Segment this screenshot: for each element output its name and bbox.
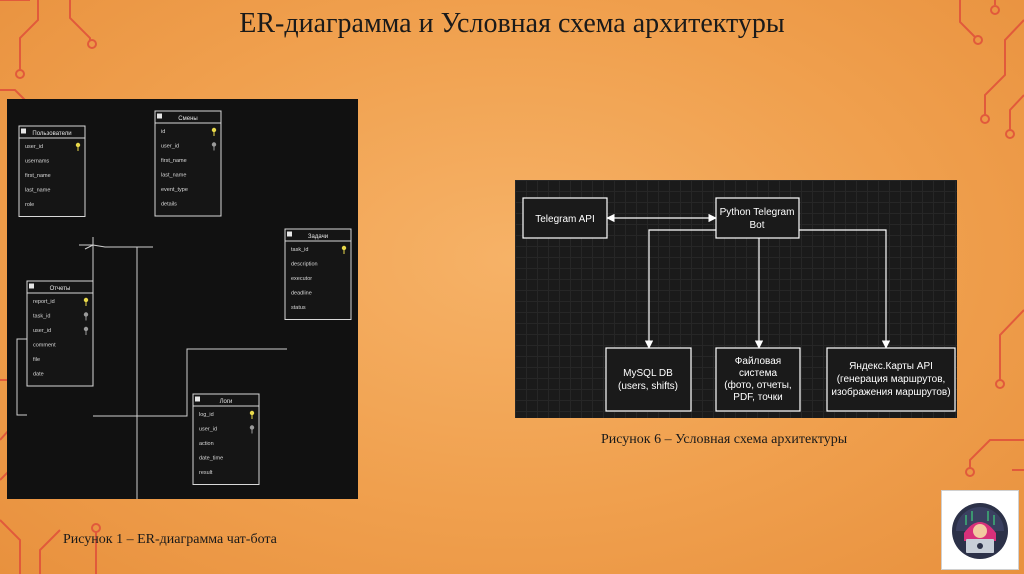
er-field: executor [291,276,313,282]
node-label: PDF, точки [733,392,783,403]
er-field: log_id [199,412,214,418]
table-icon [29,284,34,289]
node-mysql-db [606,348,691,411]
er-field: first_name [25,173,51,179]
er-field: date_time [199,455,224,462]
er-table [155,111,221,216]
er-table [27,281,93,386]
node-label: (генерация маршрутов, [836,374,946,385]
er-field: user_id [25,144,44,150]
logo [941,490,1019,570]
er-table [19,126,85,217]
er-table [285,229,351,320]
er-table-name: Отчеты [49,286,71,292]
node-label: изображения маршрутов) [831,387,951,398]
er-table-name: Задачи [307,234,329,240]
table-icon [157,114,162,119]
er-diagram [7,99,358,499]
foreign-key-icon [84,312,88,316]
architecture-diagram [515,180,957,418]
primary-key-icon [212,128,216,132]
er-field: file [33,357,41,363]
primary-key-icon [250,411,254,415]
foreign-key-icon [84,327,88,331]
er-table-name: Смены [178,116,198,122]
er-field: report_id [33,299,55,305]
node-label: Bot [749,220,765,231]
node-label: (фото, отчеты, [724,380,792,391]
er-field: event_type [161,187,188,193]
er-table [193,394,259,485]
edge-bot-maps [798,230,886,348]
er-field: status [291,305,306,311]
er-field: user_id [161,143,180,150]
table-icon [21,129,26,134]
er-field: usernams [25,158,50,165]
table-icon [287,232,292,237]
er-field: first_name [161,158,187,164]
er-field: task_id [291,247,309,253]
er-field: last_name [25,187,51,194]
primary-key-icon [84,298,88,302]
slide-title: ER-диаграмма и Условная схема архитектуры [239,8,785,39]
er-field: task_id [33,313,51,320]
er-table-name: Логи [219,399,233,405]
node-label: MySQL DB [623,368,673,379]
hacker-avatar-icon [942,491,1018,569]
er-field: role [25,202,35,208]
er-table-name: Пользователи [32,131,72,137]
node-label: Файловая [734,356,782,367]
table-icon [195,397,200,402]
er-field: user_id [199,426,218,433]
er-field: last_name [161,172,187,179]
primary-key-icon [76,143,80,147]
caption-er-diagram: Рисунок 1 – ER-диаграмма чат-бота [63,532,277,547]
er-field: result [199,470,213,476]
edge-bot-mysql [649,230,716,348]
er-field: id [161,129,166,135]
primary-key-icon [342,246,346,250]
er-field: deadline [291,290,312,297]
er-field: action [199,441,214,447]
node-label: Telegram API [535,214,595,225]
node-python-bot [716,198,799,238]
er-diagram-panel [7,99,358,499]
er-field: user_id [33,328,52,334]
foreign-key-icon [250,425,254,429]
er-field: comment [33,342,56,349]
architecture-panel [515,180,957,418]
node-label: (users, shifts) [617,381,679,392]
er-field: date [33,371,44,378]
foreign-key-icon [212,142,216,146]
er-field: details [161,201,177,208]
er-field: description [291,261,318,268]
node-label: Python Telegram [719,207,795,218]
node-label: Яндекс.Карты API [849,361,933,372]
node-label: система [738,368,778,379]
caption-architecture: Рисунок 6 – Условная схема архитектуры [601,432,848,447]
